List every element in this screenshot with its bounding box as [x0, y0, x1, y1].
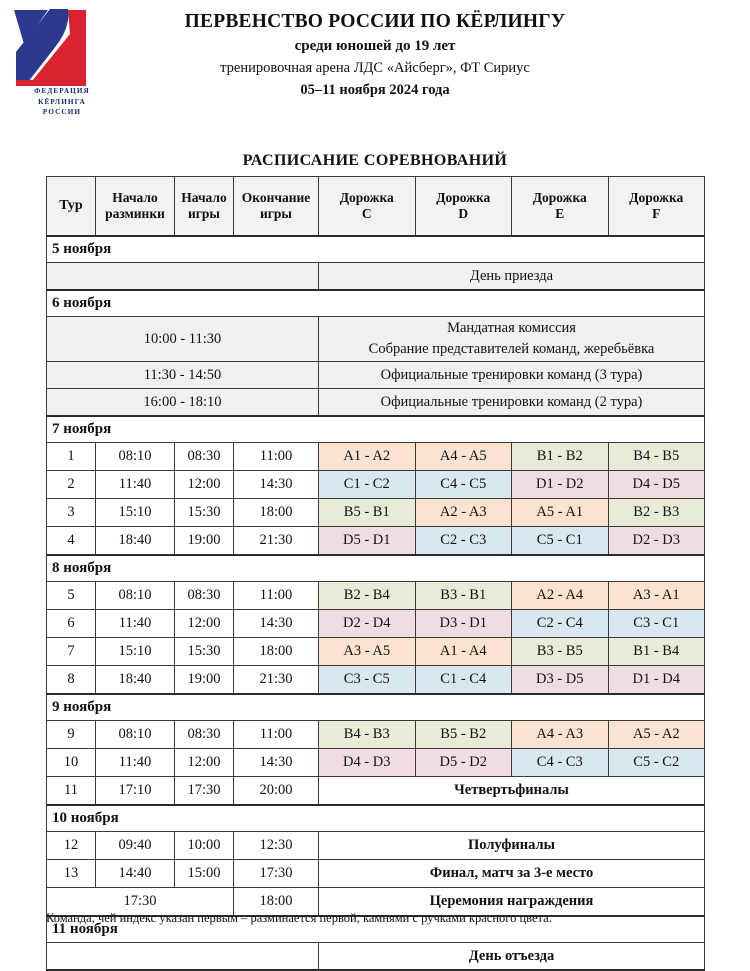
- game-start-time: 15:00: [175, 860, 234, 888]
- col-header-lane-e-line2: E: [555, 206, 565, 221]
- round-number: 6: [47, 610, 96, 638]
- commission-label: [319, 317, 705, 362]
- note-row: [47, 263, 705, 291]
- col-header-game-end-line1: Окончание: [241, 190, 311, 205]
- lane-c-match: D5 - D1: [319, 527, 416, 556]
- lane-f-match: A3 - A1: [608, 582, 705, 610]
- warmup-start-time: 14:40: [96, 860, 175, 888]
- col-header-game-end-line2: игры: [260, 206, 292, 221]
- training-label: Официальные тренировки команд (3 тура): [319, 362, 705, 389]
- training-row: [47, 389, 705, 417]
- game-start-time: 12:00: [175, 749, 234, 777]
- day-header-label: 5 ноября: [47, 236, 705, 263]
- note-row: [47, 943, 705, 971]
- round-number: 13: [47, 860, 96, 888]
- game-end-time: 18:00: [234, 638, 319, 666]
- subtitle-dates: 05–11 ноября 2024 года: [300, 82, 450, 98]
- logo-caption-line-2: КЁРЛИНГА: [38, 97, 86, 106]
- col-header-round-line1: Тур: [59, 198, 83, 213]
- note-row-blank-cell: [47, 943, 319, 971]
- training-row: [47, 362, 705, 389]
- game-start-time: 15:30: [175, 638, 234, 666]
- warmup-start-time: 11:40: [96, 749, 175, 777]
- schedule-table-wrap: [46, 176, 704, 971]
- lane-c-match: A1 - A2: [319, 443, 416, 471]
- ceremony-end-time: 18:00: [234, 888, 319, 917]
- ceremony-start-time: 17:30: [47, 888, 234, 917]
- playoff-row: [47, 832, 705, 860]
- game-end-time: 12:30: [234, 832, 319, 860]
- game-end-time: 11:00: [234, 443, 319, 471]
- playoff-row: [47, 777, 705, 806]
- commission-label-line2: Собрание представителей команд, жеребьёвка: [368, 341, 655, 357]
- game-end-time: 11:00: [234, 721, 319, 749]
- col-header-game-start-line2: игры: [188, 206, 220, 221]
- lane-d-match: A4 - A5: [415, 443, 512, 471]
- warmup-start-time: 15:10: [96, 638, 175, 666]
- day-header-row: [47, 805, 705, 832]
- col-header-lane-f-line1: Дорожка: [629, 190, 684, 205]
- match-row: [47, 527, 705, 556]
- game-end-time: 21:30: [234, 527, 319, 556]
- lane-d-match: B3 - B1: [415, 582, 512, 610]
- game-start-time: 19:00: [175, 666, 234, 695]
- col-header-warmup-start: [96, 177, 175, 237]
- logo-caption-line-1: ФЕДЕРАЦИЯ: [34, 87, 90, 95]
- round-number: 12: [47, 832, 96, 860]
- schedule-table: [46, 176, 705, 971]
- page-title: ПЕРВЕНСТВО РОССИИ ПО КЁРЛИНГУ: [184, 11, 566, 32]
- lane-e-match: B3 - B5: [512, 638, 609, 666]
- lane-e-match: A2 - A4: [512, 582, 609, 610]
- lane-e-match: A4 - A3: [512, 721, 609, 749]
- lane-c-match: B2 - B4: [319, 582, 416, 610]
- warmup-start-time: 08:10: [96, 443, 175, 471]
- col-header-lane-f: [608, 177, 705, 237]
- col-header-lane-d: [415, 177, 512, 237]
- warmup-start-time: 18:40: [96, 527, 175, 556]
- lane-f-match: C3 - C1: [608, 610, 705, 638]
- col-header-game-start-line1: Начало: [181, 190, 227, 205]
- match-row: [47, 666, 705, 695]
- game-start-time: 10:00: [175, 832, 234, 860]
- round-number: 3: [47, 499, 96, 527]
- col-header-game-end: [234, 177, 319, 237]
- round-number: 7: [47, 638, 96, 666]
- lane-c-match: C3 - C5: [319, 666, 416, 695]
- warmup-start-time: 11:40: [96, 471, 175, 499]
- col-header-lane-e-line1: Дорожка: [532, 190, 587, 205]
- col-header-lane-e: [512, 177, 609, 237]
- game-start-time: 08:30: [175, 721, 234, 749]
- warmup-start-time: 18:40: [96, 666, 175, 695]
- lane-e-match: A5 - A1: [512, 499, 609, 527]
- federation-logo: [8, 4, 120, 126]
- lane-c-match: B4 - B3: [319, 721, 416, 749]
- subtitle-venue: тренировочная арена ЛДС «Айсберг», ФТ Сириус: [220, 60, 530, 76]
- lane-c-match: C1 - C2: [319, 471, 416, 499]
- game-start-time: 12:00: [175, 471, 234, 499]
- note-row-label: День приезда: [319, 263, 705, 291]
- lane-e-match: C2 - C4: [512, 610, 609, 638]
- playoff-label: Четвертьфиналы: [319, 777, 705, 806]
- match-row: [47, 749, 705, 777]
- lane-f-match: D4 - D5: [608, 471, 705, 499]
- col-header-lane-c-line1: Дорожка: [339, 190, 394, 205]
- training-label: Официальные тренировки команд (2 тура): [319, 389, 705, 417]
- col-header-lane-d-line1: Дорожка: [436, 190, 491, 205]
- day-header-label: 9 ноября: [47, 694, 705, 721]
- lane-f-match: B4 - B5: [608, 443, 705, 471]
- round-number: 5: [47, 582, 96, 610]
- commission-label-line1: Мандатная комиссия: [447, 320, 576, 336]
- col-header-warmup-start-line2: разминки: [105, 206, 165, 221]
- match-row: [47, 471, 705, 499]
- day-header-label: 7 ноября: [47, 416, 705, 443]
- day-header-row: [47, 416, 705, 443]
- game-end-time: 11:00: [234, 582, 319, 610]
- lane-e-match: D1 - D2: [512, 471, 609, 499]
- playoff-label: Финал, матч за 3-е место: [319, 860, 705, 888]
- game-start-time: 08:30: [175, 443, 234, 471]
- match-row: [47, 499, 705, 527]
- lane-f-match: B1 - B4: [608, 638, 705, 666]
- lane-c-match: B5 - B1: [319, 499, 416, 527]
- day-header-label: 10 ноября: [47, 805, 705, 832]
- lane-d-match: A1 - A4: [415, 638, 512, 666]
- lane-f-match: A5 - A2: [608, 721, 705, 749]
- warmup-start-time: 17:10: [96, 777, 175, 806]
- lane-d-match: A2 - A3: [415, 499, 512, 527]
- subtitle-age-category: среди юношей до 19 лет: [294, 38, 456, 54]
- lane-d-match: B5 - B2: [415, 721, 512, 749]
- game-start-time: 17:30: [175, 777, 234, 806]
- note-row-label: День отъезда: [319, 943, 705, 971]
- warmup-start-time: 09:40: [96, 832, 175, 860]
- logo-caption: [14, 86, 110, 118]
- lane-d-match: C2 - C3: [415, 527, 512, 556]
- day-header-label: 6 ноября: [47, 290, 705, 317]
- match-row: [47, 638, 705, 666]
- game-end-time: 17:30: [234, 860, 319, 888]
- ceremony-label: Церемония награждения: [319, 888, 705, 917]
- warmup-start-time: 11:40: [96, 610, 175, 638]
- lane-d-match: C1 - C4: [415, 666, 512, 695]
- training-time-range: 16:00 - 18:10: [47, 389, 319, 417]
- day-header-row: [47, 236, 705, 263]
- col-header-round: [47, 177, 96, 237]
- playoff-label: Полуфиналы: [319, 832, 705, 860]
- day-header-row: [47, 290, 705, 317]
- commission-row: [47, 317, 705, 362]
- day-header-row: [47, 555, 705, 582]
- lane-f-match: D1 - D4: [608, 666, 705, 695]
- match-row: [47, 582, 705, 610]
- round-number: 11: [47, 777, 96, 806]
- game-start-time: 12:00: [175, 610, 234, 638]
- playoff-row: [47, 860, 705, 888]
- logo-caption-line-3: РОССИИ: [42, 108, 82, 116]
- warmup-start-time: 08:10: [96, 582, 175, 610]
- training-time-range: 11:30 - 14:50: [47, 362, 319, 389]
- lane-c-match: A3 - A5: [319, 638, 416, 666]
- game-end-time: 21:30: [234, 666, 319, 695]
- round-number: 2: [47, 471, 96, 499]
- col-header-lane-c-line2: C: [361, 206, 372, 221]
- lane-c-match: D2 - D4: [319, 610, 416, 638]
- warmup-start-time: 08:10: [96, 721, 175, 749]
- warmup-start-time: 15:10: [96, 499, 175, 527]
- lane-d-match: C4 - C5: [415, 471, 512, 499]
- col-header-lane-d-line2: D: [458, 206, 469, 221]
- lane-e-match: C5 - C1: [512, 527, 609, 556]
- round-number: 4: [47, 527, 96, 556]
- document-header: [0, 0, 750, 130]
- day-header-label: 11 ноября: [47, 916, 705, 943]
- lane-c-match: D4 - D3: [319, 749, 416, 777]
- lane-d-match: D5 - D2: [415, 749, 512, 777]
- day-header-row: [47, 694, 705, 721]
- game-end-time: 14:30: [234, 610, 319, 638]
- lane-e-match: D3 - D5: [512, 666, 609, 695]
- col-header-game-start: [175, 177, 234, 237]
- note-row-blank-cell: [47, 263, 319, 291]
- section-title: РАСПИСАНИЕ СОРЕВНОВАНИЙ: [242, 152, 508, 169]
- day-header-label: 8 ноября: [47, 555, 705, 582]
- col-header-lane-f-line2: F: [652, 206, 661, 221]
- col-header-warmup-start-line1: Начало: [112, 190, 158, 205]
- game-start-time: 15:30: [175, 499, 234, 527]
- round-number: 1: [47, 443, 96, 471]
- game-end-time: 14:30: [234, 749, 319, 777]
- match-row: [47, 443, 705, 471]
- lane-f-match: B2 - B3: [608, 499, 705, 527]
- match-row: [47, 721, 705, 749]
- round-number: 8: [47, 666, 96, 695]
- col-header-lane-c: [319, 177, 416, 237]
- table-header-row: [47, 177, 705, 237]
- game-end-time: 18:00: [234, 499, 319, 527]
- match-row: [47, 610, 705, 638]
- lane-d-match: D3 - D1: [415, 610, 512, 638]
- game-end-time: 14:30: [234, 471, 319, 499]
- round-number: 9: [47, 721, 96, 749]
- footer-note: Команда, чей индекс указан первым – разминается первой, камнями с ручками красного цвета.: [46, 911, 552, 925]
- table-head: [47, 177, 705, 237]
- game-end-time: 20:00: [234, 777, 319, 806]
- table-body: [47, 236, 705, 970]
- game-start-time: 08:30: [175, 582, 234, 610]
- game-start-time: 19:00: [175, 527, 234, 556]
- round-number: 10: [47, 749, 96, 777]
- lane-f-match: C5 - C2: [608, 749, 705, 777]
- lane-f-match: D2 - D3: [608, 527, 705, 556]
- lane-e-match: B1 - B2: [512, 443, 609, 471]
- lane-e-match: C4 - C3: [512, 749, 609, 777]
- commission-time-range: 10:00 - 11:30: [47, 317, 319, 362]
